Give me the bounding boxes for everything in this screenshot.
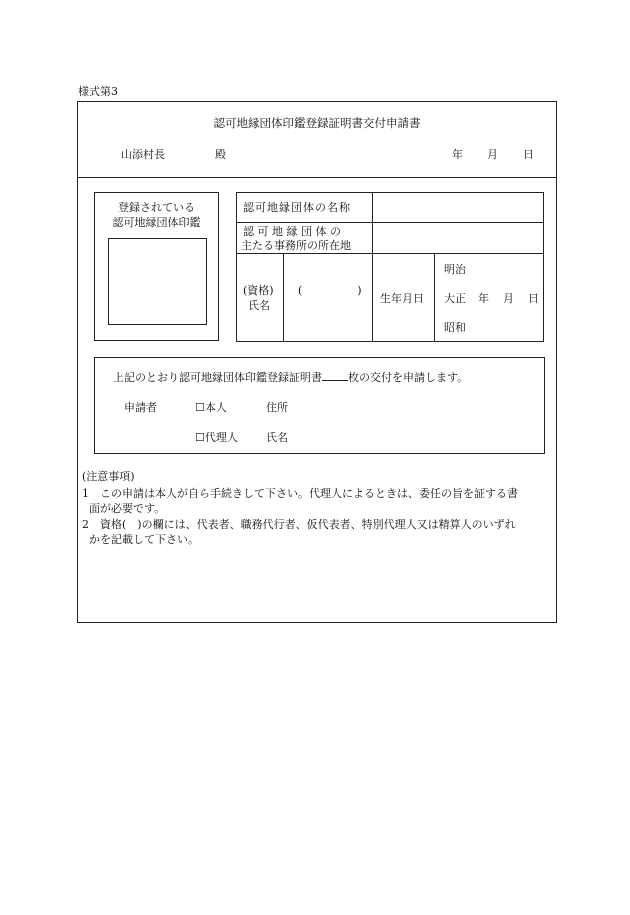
request-statement: [113, 371, 468, 383]
request-statement-suffix: 枚の交付を申請します。: [348, 371, 469, 384]
note-1-line2: 面が必要です。: [89, 502, 166, 515]
applicant-address-label: 住所: [266, 401, 288, 414]
birthdate-label: 生年月日: [380, 292, 424, 305]
info-table-divider: [236, 222, 544, 223]
seal-label-line2: 認可地縁団体印鑑: [112, 216, 201, 229]
qualification-field[interactable]: ( ): [298, 284, 362, 297]
form-number: 様式第3: [78, 85, 118, 98]
self-checkbox[interactable]: ☐本人: [195, 401, 227, 414]
era-meiji[interactable]: 明治: [444, 263, 466, 276]
form-title: 認可地縁団体印鑑登録証明書交付申請書: [213, 116, 421, 130]
proxy-checkbox[interactable]: ☐代理人: [195, 431, 238, 444]
date-year-label: 年: [452, 148, 463, 161]
office-address-label-line1: 認 可 地 縁 団 体 の: [243, 225, 341, 238]
header-divider: [77, 177, 557, 178]
birth-day-label: 日: [528, 292, 539, 305]
qualification-label: (資格): [243, 284, 274, 297]
copies-blank[interactable]: [322, 371, 348, 381]
group-name-field[interactable]: [378, 196, 540, 218]
representative-name-field[interactable]: [288, 305, 368, 335]
applicant-label: 申請者: [124, 401, 157, 414]
seal-label-line1: 登録されている: [118, 201, 195, 214]
info-table-divider: [434, 253, 435, 342]
notes-heading: (注意事項): [82, 470, 135, 483]
birth-year-label: 年: [478, 292, 489, 305]
honorific: 殿: [215, 148, 226, 161]
group-name-label: 認可地縁団体の名称: [243, 201, 351, 214]
note-2-line2: かを記載して下さい。: [89, 533, 199, 546]
office-address-field[interactable]: [378, 226, 540, 250]
note-2-line1: 2 資格( )の欄には、代表者、職務代行者、仮代表者、特別代理人又は精算人のいずれ: [82, 518, 516, 531]
name-label: 氏名: [248, 299, 270, 312]
applicant-name-label: 氏名: [266, 431, 288, 444]
note-1-line1: 1 この申請は本人が自ら手続きして下さい。代理人によるときは、委任の旨を証する書: [82, 487, 518, 500]
request-statement-prefix: 上記のとおり認可地縁団体印鑑登録証明書: [113, 371, 322, 384]
birth-month-label: 月: [503, 292, 514, 305]
era-taisho[interactable]: 大正: [444, 292, 466, 305]
info-table-divider: [283, 253, 284, 342]
info-table-divider: [372, 253, 373, 342]
seal-impression-area[interactable]: [108, 238, 207, 325]
office-address-label-line2: 主たる事務所の所在地: [241, 239, 351, 252]
addressee: 山添村長: [121, 148, 165, 161]
date-day-label: 日: [523, 148, 534, 161]
era-showa[interactable]: 昭和: [444, 321, 466, 334]
date-month-label: 月: [487, 148, 498, 161]
